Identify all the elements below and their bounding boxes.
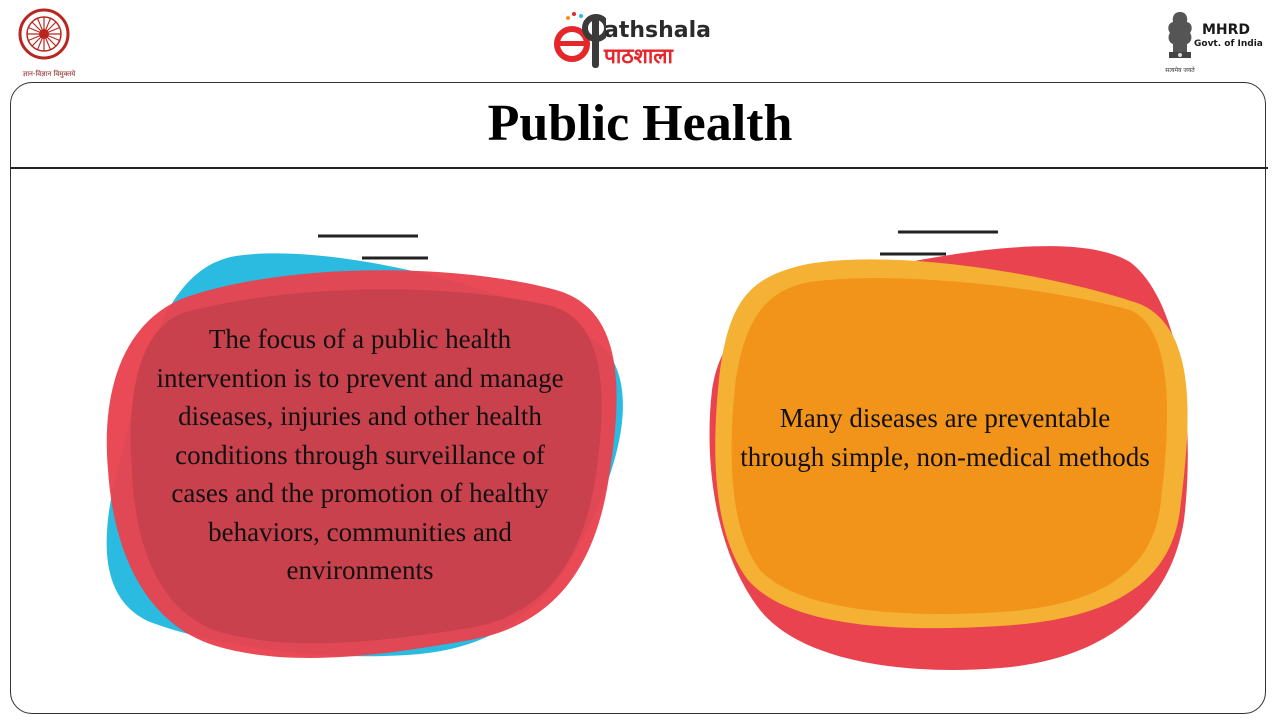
mhrd-motto: सत्यमेव जयते xyxy=(1165,67,1195,74)
mhrd-title: MHRD xyxy=(1202,22,1251,38)
mhrd-subtitle: Govt. of India xyxy=(1194,39,1263,49)
epathshala-english-wordmark: athshala xyxy=(604,18,712,43)
ugc-logo-caption: ज्ञान-विज्ञान विमुक्तये xyxy=(22,70,76,78)
epathshala-hindi-wordmark: पाठशाला xyxy=(604,44,673,68)
left-card-text: The focus of a public health intervention is to prevent and manage diseases, injuries and other health conditions through surveillance of cases and the promotion of healthy behaviors, communities and environments xyxy=(156,324,564,585)
slide-title: Public Health xyxy=(487,95,793,152)
right-card-text: Many diseases are preventable through simple, non-medical methods xyxy=(740,403,1150,472)
